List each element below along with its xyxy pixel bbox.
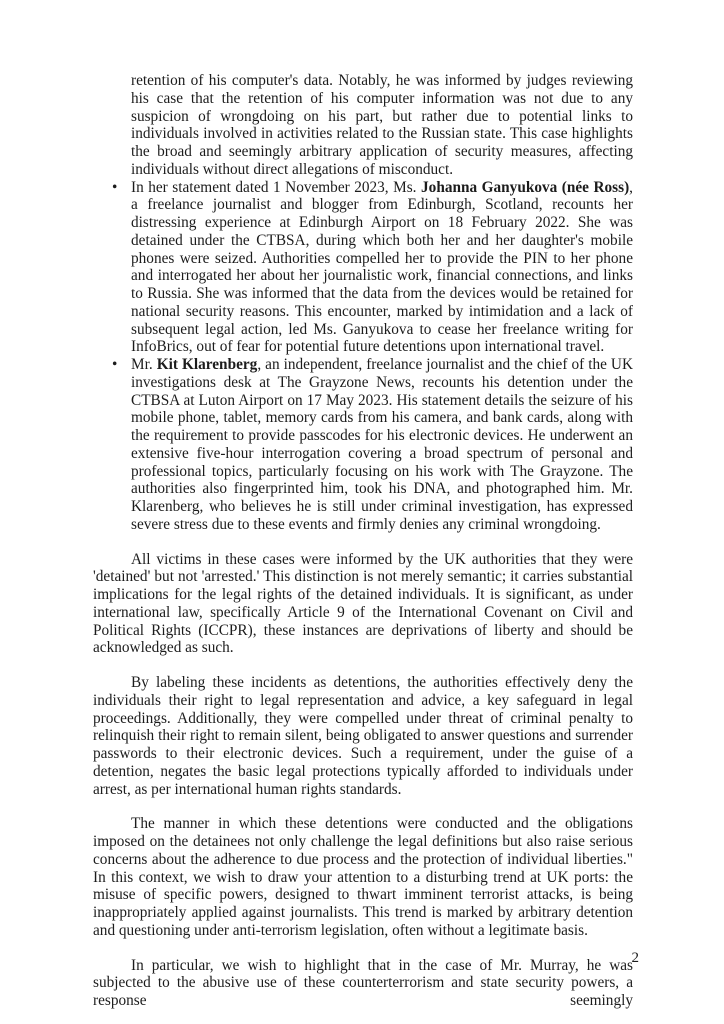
text-run: All victims in these cases were informed by the UK authorities that they were 'detained' but not 'arrested.' This distinction is not merely semantic; it carries substantial implications for the legal rights of the detained individuals. It is significant, as under international law, specifically Article 9 of the International Covenant on Civil and Political Rights (ICCPR), these instances are deprivations of liberty and should be acknowledged as such. [93,550,633,657]
paragraph-manner-of-detentions [93,815,633,939]
bullet-item-klarenberg [93,356,633,534]
text-run: In her statement dated 1 November 2023, Ms. [131,178,422,196]
text-run: , an independent, freelance journalist and the chief of the UK investigations desk at The Grayzone News, recounts his detention under the CTBSA at Luton Airport on 17 May 2023. His statement details the seizure of his mobile phone, tablet, memory cards from his camera, and bank cards, along with the requirement to provide passcodes for his electronic devices. He underwent an extensive five-hour interrogation covering a broad spectrum of personal and professional topics, particularly focusing on his work with The Grayzone. The authorities also fingerprinted him, took his DNA, and photographed him. Mr. Klarenberg, who believes he is still under criminal investigation, has expressed severe stress due to these events and firmly denies any criminal wrongdoing. [131,356,633,533]
text-run: retention of his computer's data. Notably, he was informed by judges reviewing his case that the retention of his computer information was not due to any suspicion of wrongdoing on his part, but rather due to potential links to individuals involved in activities related to the Russian state. This case highlights the broad and seemingly arbitrary application of security measures, affecting individuals without direct allegations of misconduct. [131,72,633,178]
text-run: , a freelance journalist and blogger from Edinburgh, Scotland, recounts her distressing experience at Edinburgh Airport on 18 February 2022. She was detained under the CTBSA, during which both her and her daughter's mobile phones were seized. Authorities compelled her to provide the PIN to her phone and interrogated her about her journalistic work, financial connections, and links to Russia. She was informed that the data from the devices would be retained for national security reasons. This encounter, marked by intimidation and a lack of subsequent legal action, led Ms. Ganyukova to cease her freelance writing for InfoBrics, out of fear for potential future detentions upon international travel. [131,178,633,356]
text-run: In particular, we wish to highlight that in the case of Mr. Murray, he was subjected to the abusive use of these counterterrorism and state security powers, a response seemingly [93,956,633,1009]
bold-text-run: Johanna Ganyukova (née Ross) [421,178,630,196]
statement-bullet-list [93,179,633,534]
text-run: The manner in which these detentions were conducted and the obligations imposed on the detainees not only challenge the legal definitions but also raise serious concerns about the adherence to due process and the protection of individual liberties." In this context, we wish to draw your attention to a disturbing trend at UK ports: the misuse of specific powers, designed to thwart imminent terrorist attacks, is being inappropriately applied against journalists. This trend is marked by arbitrary detention and questioning under anti-terrorism legislation, often without a legitimate basis. [93,815,633,939]
bullet-item-text [131,179,633,356]
bullet-item-ganyukova [93,179,633,357]
paragraph-detained-not-arrested [93,551,633,658]
bullet-icon: • [112,178,118,196]
page-number: 2 [631,950,639,966]
bullet-item-text [131,356,633,533]
bullet-icon: • [112,356,118,373]
text-run: Mr. [131,356,157,373]
text-run: By labeling these incidents as detentions, the authorities effectively deny the individuals their right to legal representation and advice, a key safeguard in legal proceedings. Additionally, they were compelled under threat of criminal penalty to relinquish their right to remain silent, being obligated to answer questions and surrender passwords to their electronic devices. Such a requirement, under the guise of a detention, negates the basic legal protections typically afforded to individuals under arrest, as per international human rights standards. [93,674,633,798]
paragraph-murray-case [93,957,633,1010]
bold-text-run: Kit Klarenberg [156,356,258,373]
paragraph-labeling-detentions [93,674,633,798]
document-body [93,72,633,1010]
bullet-continuation-paragraph [131,72,633,179]
